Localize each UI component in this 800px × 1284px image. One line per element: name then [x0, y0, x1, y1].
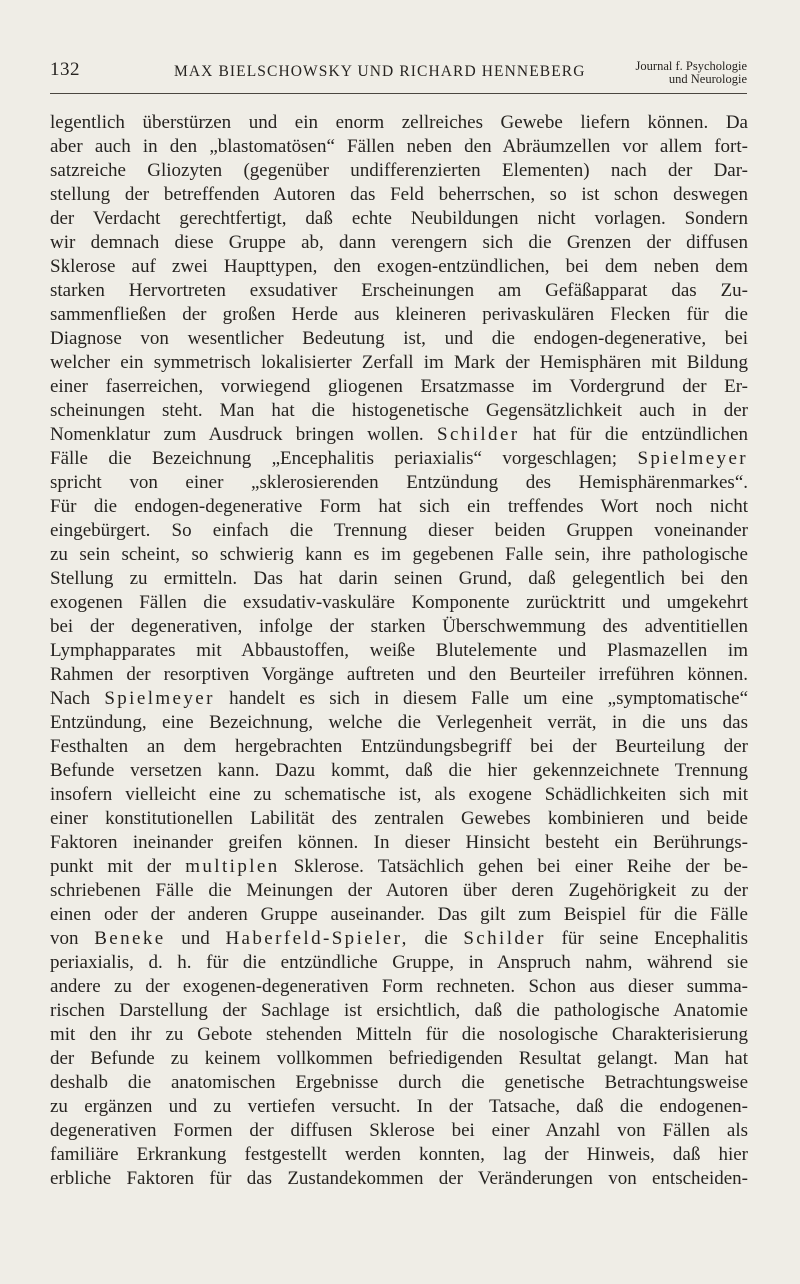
text-line: einen oder der anderen Gruppe auseinander. Das gilt zum Beispiel für die Fälle [50, 904, 748, 925]
text-line: exogenen Fällen die exsudativ-vaskuläre Komponente zurücktritt und umgekehrt [50, 592, 748, 613]
page-number: 132 [50, 59, 80, 80]
text-line: Festhalten an dem hergebrachten Entzündungsbegriff bei der Beurteilung der [50, 736, 748, 757]
text-line: bei der degenerativen, infolge der starken Überschwemmung des adventitiellen [50, 616, 748, 637]
text-line: zu sein scheint, so schwierig kann es im gegebenen Falle sein, ihre pathologische [50, 544, 748, 565]
text-line: welcher ein symmetrisch lokalisierter Zerfall im Mark der Hemisphären mit Bildung [50, 352, 748, 373]
text-line: degenerativen Formen der diffusen Sklerose bei einer Anzahl von Fällen als [50, 1120, 748, 1141]
text-line: der Befunde zu keinem vollkommen befriedigenden Resultat gelangt. Man hat [50, 1048, 748, 1069]
text-line [50, 927, 748, 951]
text-segment: punkt mit der [50, 856, 172, 877]
text-line: stellung der betreffenden Autoren das Feld beherrschen, so ist schon deswegen [50, 184, 748, 205]
spaced-name: Spielmeyer [104, 688, 215, 709]
text-segment: Sklerose. Tatsächlich gehen bei einer Reihe der be- [293, 856, 748, 877]
text-line [50, 423, 748, 447]
text-segment: die [424, 928, 448, 949]
text-line: Faktoren ineinander greifen können. In dieser Hinsicht besteht ein Berührungs- [50, 832, 748, 853]
text-line: Für die endogen-degenerative Form hat sich ein treffendes Wort noch nicht [50, 496, 748, 517]
text-line: eingebürgert. So einfach die Trennung dieser beiden Gruppen voneinander [50, 520, 748, 541]
text-line: spricht von einer „sklerosierenden Entzündung des Hemisphärenmarkes“. [50, 472, 748, 493]
text-segment: für seine Encephalitis [561, 928, 748, 949]
text-line: satzreiche Gliozyten (gegenüber undifferenzierten Elementen) nach der Dar- [50, 160, 748, 181]
text-line: andere zu der exogenen-degenerativen Form rechneten. Schon aus dieser summa- [50, 976, 748, 997]
text-line: mit den ihr zu Gebote stehenden Mitteln für die nosologische Charakterisierung [50, 1024, 748, 1045]
spaced-name: Haberfeld-Spieler, [225, 928, 409, 949]
spaced-name: Beneke [94, 928, 166, 949]
text-line: einer konstitutionellen Labilität des zentralen Gewebes kombinieren und beide [50, 808, 748, 829]
text-line: erbliche Faktoren für das Zustandekommen der Veränderungen von entscheiden- [50, 1168, 748, 1189]
text-line: deshalb die anatomischen Ergebnisse durch die genetische Betrachtungsweise [50, 1072, 748, 1093]
text-line: insofern vielleicht eine zu schematische ist, als exogene Schädlichkeiten sich mit [50, 784, 748, 805]
text-line: zu ergänzen und zu vertiefen versucht. In der Tatsache, daß die endogenen- [50, 1096, 748, 1117]
text-line: familiäre Erkrankung festgestellt werden konnten, lag der Hinweis, daß hier [50, 1144, 748, 1165]
text-segment: und [181, 928, 210, 949]
text-segment: Fälle die Bezeichnung „Encephalitis periaxialis“ vorgeschlagen; [50, 448, 618, 469]
text-line: sammenfließen der großen Herde aus kleineren perivaskulären Flecken für die [50, 304, 748, 325]
text-line: der Verdacht gerechtfertigt, daß echte Neubildungen nicht vorlagen. Sondern [50, 208, 748, 229]
text-line: starken Hervortreten exsudativer Erscheinungen am Gefäßapparat das Zu- [50, 280, 748, 301]
text-line: Stellung zu ermitteln. Das hat darin seinen Grund, daß gelegentlich bei den [50, 568, 748, 589]
text-line: Sklerose auf zwei Haupttypen, den exogen-entzündlichen, bei dem neben dem [50, 256, 748, 277]
text-line: Befunde versetzen kann. Dazu kommt, daß die hier gekennzeichnete Trennung [50, 760, 748, 781]
text-line: rischen Darstellung der Sachlage ist ersichtlich, daß die pathologische Anatomie [50, 1000, 748, 1021]
spaced-name: Spielmeyer [637, 448, 748, 469]
text-line [50, 687, 748, 711]
text-line: periaxialis, d. h. für die entzündliche Gruppe, in Anspruch nahm, während sie [50, 952, 748, 973]
text-segment: Nomenklatur zum Ausdruck bringen wollen. [50, 424, 424, 445]
body-text [50, 111, 748, 1191]
spaced-name: Schilder [436, 424, 520, 445]
text-line: legentlich überstürzen und ein enorm zellreiches Gewebe liefern können. Da [50, 112, 748, 133]
text-segment: hat für die entzündlichen [532, 424, 748, 445]
journal-title [597, 60, 747, 86]
spaced-name: Schilder [463, 928, 546, 949]
text-line [50, 447, 748, 471]
text-line: einer faserreichen, vorwiegend gliogenen Ersatzmasse im Vordergrund der Er- [50, 376, 748, 397]
text-segment: von [50, 928, 79, 949]
text-line: Lymphapparates mit Abbaustoffen, weiße Blutelemente und Plasmazellen im [50, 640, 748, 661]
journal-line-2: und Neurologie [668, 72, 747, 86]
text-line: schriebenen Fälle die Meinungen der Autoren über deren Zugehörigkeit zu der [50, 880, 748, 901]
text-line: aber auch in den „blastomatösen“ Fällen neben den Abräumzellen vor allem fort- [50, 136, 748, 157]
text-line [50, 855, 748, 879]
text-line: Diagnose von wesentlicher Bedeutung ist, und die endogen-degenerative, bei [50, 328, 748, 349]
text-segment: handelt es sich in diesem Falle um eine „symptomatische“ [229, 688, 748, 709]
text-line: Rahmen der resorptiven Vorgänge auftreten und den Beurteiler irreführen können. [50, 664, 748, 685]
text-segment: Nach [50, 688, 91, 709]
text-line: scheinungen steht. Man hat die histogenetische Gegensätzlichkeit auch in der [50, 400, 748, 421]
running-head: MAX BIELSCHOWSKY UND RICHARD HENNEBERG [174, 63, 586, 80]
text-line: wir demnach diese Gruppe ab, dann verengern sich die Grenzen der diffusen [50, 232, 748, 253]
spaced-term: multiplen [185, 856, 280, 877]
page-header [50, 57, 747, 94]
journal-line-1: Journal f. Psychologie [635, 59, 747, 73]
text-line: Entzündung, eine Bezeichnung, welche die Verlegenheit verrät, in die uns das [50, 712, 748, 733]
